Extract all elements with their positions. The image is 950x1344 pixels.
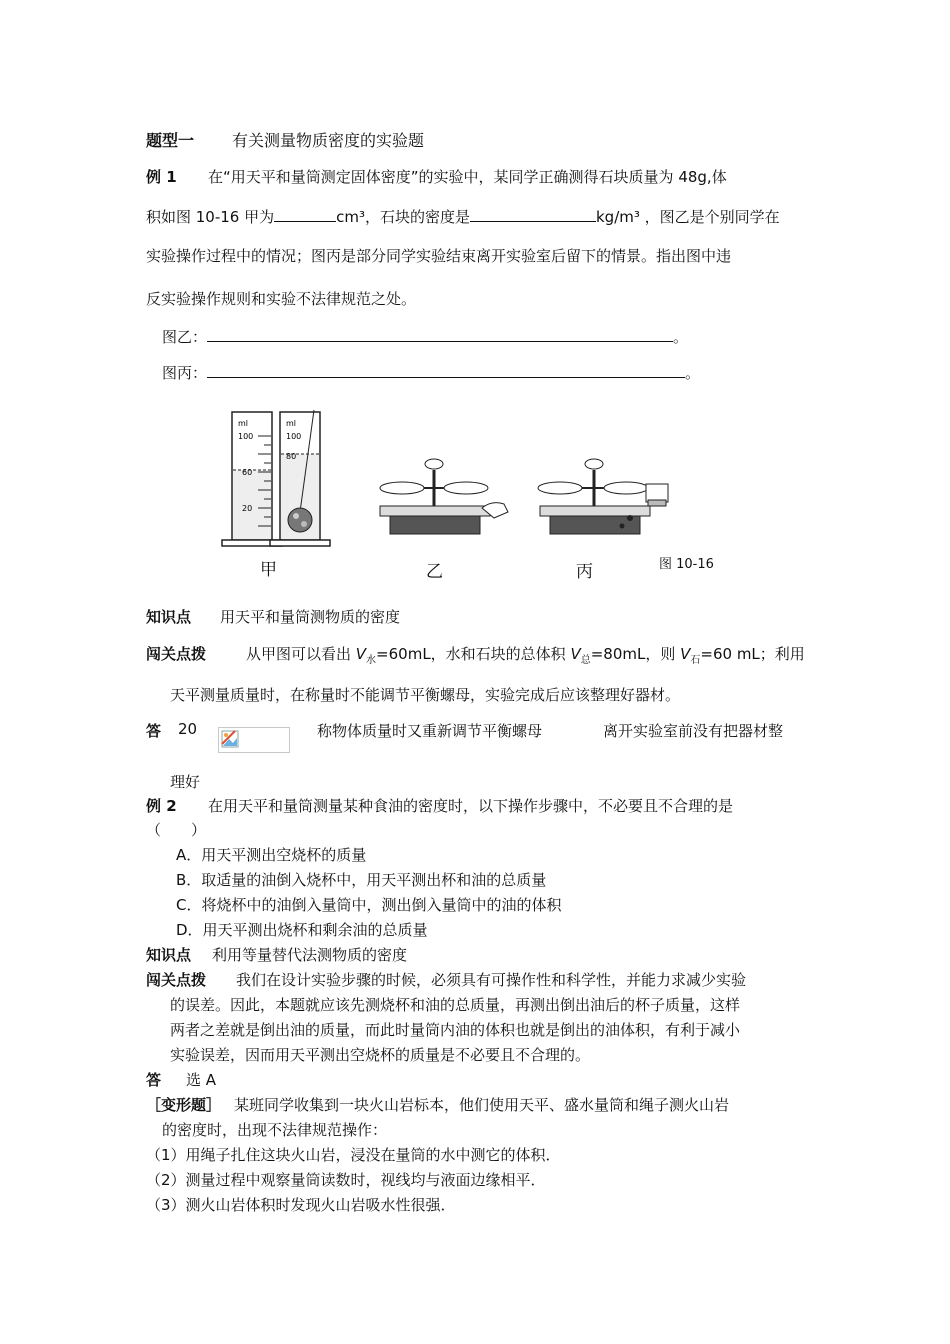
var-v-total: V (570, 645, 581, 663)
kp2-text: 利用等量替代法测物质的密度 (212, 946, 408, 964)
fill-yi (162, 326, 688, 347)
var-v-stone: V (680, 645, 691, 663)
example1-line2 (146, 206, 780, 227)
variant-item-3: （3）测火山岩体积时发现火山岩吸水性很强． (146, 1196, 456, 1214)
example1-line2-c: kg/m³ ，图乙是个别同学在 (596, 208, 780, 226)
variant-line2: 的密度时，出现不法律规范操作： (162, 1121, 388, 1139)
section-label: 题型一 (146, 131, 195, 150)
example1-line2-b: cm³，石块的密度是 (336, 208, 470, 226)
sub-stone: 石 (690, 655, 701, 666)
fill-yi-end: 。 (673, 328, 689, 346)
example2-paren: （ ） (146, 821, 207, 839)
kp2-label: 知识点 (146, 946, 192, 964)
figure-label-bing: 丙 (576, 562, 593, 582)
fill-yi-label: 图乙： (162, 328, 208, 346)
cyl1-tick-60: 60 (242, 468, 253, 477)
figure-label-jia: 甲 (260, 560, 277, 580)
ans1-part2: 称物体质量时又重新调节平衡螺母 (317, 722, 543, 740)
fill-bing (162, 362, 700, 383)
ans1-part3: 离开实验室前没有把器材整 (603, 722, 784, 740)
volume-blank[interactable] (274, 207, 336, 222)
tip1-text-b: =60mL，水和石块的总体积 (376, 645, 571, 663)
cyl2-unit: ml (286, 419, 297, 428)
cyl1-tick-20: 20 (242, 504, 253, 513)
cyl1-unit: ml (238, 419, 249, 428)
figure-label-yi: 乙 (426, 562, 443, 582)
balance-yi (380, 459, 508, 534)
tip1-text-c: =80mL，则 (590, 645, 681, 663)
variant-item-1: （1）用绳子扎住这块火山岩，浸没在量筒的水中测它的体积． (146, 1146, 561, 1164)
sub-water: 水 (366, 655, 377, 666)
kp1-label: 知识点 (146, 608, 192, 626)
fill-yi-blank[interactable] (207, 327, 673, 342)
cyl2-tick-80: 80 (286, 452, 297, 461)
fill-bing-end: 。 (685, 364, 701, 382)
measuring-cylinder-stone (270, 410, 330, 546)
figure-caption: 图 10-16 (659, 557, 714, 572)
var-v-water: V (355, 645, 367, 663)
tip1-line2: 天平测量质量时，在称量时不能调节平衡螺母，实验完成后应该整理好器材。 (170, 686, 681, 704)
option-c: C．将烧杯中的油倒入量筒中，测出倒入量筒中的油的体积 (176, 896, 562, 914)
variant-line1: 某班同学收集到一块火山岩标本，他们使用天平、盛水量筒和绳子测火山岩 (234, 1096, 730, 1114)
measuring-cylinder-water (222, 412, 282, 546)
option-a: A．用天平测出空烧杯的质量 (176, 846, 367, 864)
tip1-text-d: =60 mL；利用 (700, 645, 805, 663)
example1-line1: 在“用天平和量筒测定固体密度”的实验中，某同学正确测得石块质量为 48g,体 (208, 168, 727, 186)
example1-line4: 反实验操作规则和实验不法律规范之处。 (146, 290, 417, 308)
tip1-line1 (246, 643, 805, 666)
cyl2-tick-100: 100 (286, 432, 302, 441)
ans2-text: 选 A (186, 1071, 217, 1089)
fill-bing-label: 图丙： (162, 364, 208, 382)
kp1-text: 用天平和量筒测物质的密度 (220, 608, 401, 626)
broken-image-icon (221, 730, 241, 750)
ans1-value: 20 (178, 720, 198, 738)
density-blank[interactable] (470, 207, 596, 222)
option-d: D．用天平测出烧杯和剩余油的总质量 (176, 921, 428, 939)
example2-label: 例 2 (146, 797, 177, 815)
tip2-label: 闯关点拨 (146, 971, 207, 989)
sub-total: 总 (580, 655, 591, 666)
section-title: 有关测量物质密度的实验题 (232, 131, 425, 150)
tip1-label: 闯关点拨 (146, 645, 207, 663)
example2-question: 在用天平和量筒测量某种食油的密度时，以下操作步骤中，不必要且不合理的是 (208, 797, 734, 815)
tip2-line2: 的误差。因此，本题就应该先测烧杯和油的总质量，再测出倒出油后的杯子质量，这样 (170, 996, 741, 1014)
tip2-line3: 两者之差就是倒出油的质量，而此时量筒内油的体积也就是倒出的油体积，有利于减小 (170, 1021, 741, 1039)
tip1-text-a: 从甲图可以看出 (246, 645, 356, 663)
variant-label: ［变形题］ (146, 1096, 222, 1114)
broken-image-placeholder (218, 727, 290, 753)
tip2-line1: 我们在设计实验步骤的时候，必须具有可操作性和科学性，并能力求减少实验 (236, 971, 747, 989)
cyl1-tick-100: 100 (238, 432, 254, 441)
ans2-label: 答 (146, 1071, 162, 1089)
ans1-part3-cont: 理好 (170, 773, 201, 791)
example1-line2-a: 积如图 10-16 甲为 (146, 208, 275, 226)
balance-bing (538, 459, 668, 534)
fill-bing-blank[interactable] (207, 363, 685, 378)
option-b: B．取适量的油倒入烧杯中，用天平测出杯和油的总质量 (176, 871, 547, 889)
example1-label: 例 1 (146, 168, 177, 186)
figure-10-16 (220, 408, 720, 583)
variant-item-2: （2）测量过程中观察量筒读数时，视线均与液面边缘相平． (146, 1171, 546, 1189)
ans1-label: 答 (146, 722, 162, 740)
tip2-line4: 实验误差，因而用天平测出空烧杯的质量是不必要且不合理的。 (170, 1046, 591, 1064)
example1-line3: 实验操作过程中的情况；图丙是部分同学实验结束离开实验室后留下的情景。指出图中违 (146, 247, 732, 265)
